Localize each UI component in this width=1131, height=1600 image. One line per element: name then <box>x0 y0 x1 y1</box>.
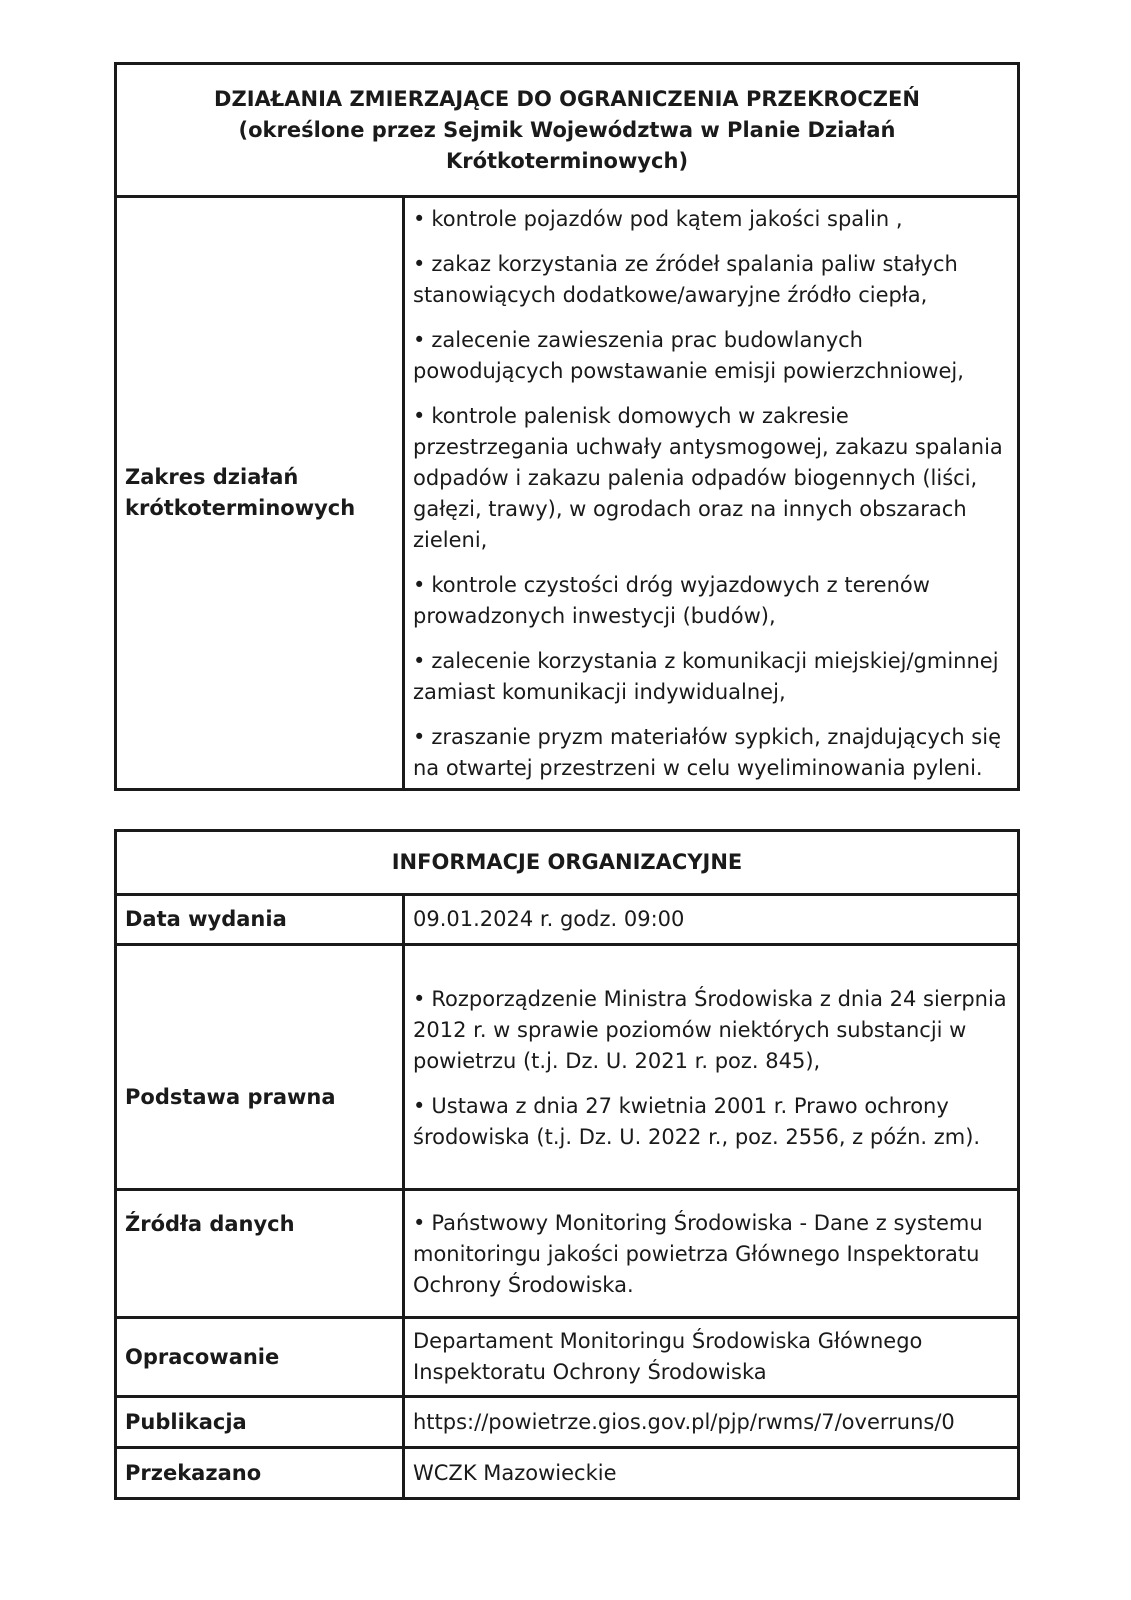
bullet-icon: • <box>413 328 426 352</box>
actions-title-line: Krótkoterminowych) <box>445 148 689 173</box>
podstawa-prawna-item-text: Ustawa z dnia 27 kwietnia 2001 r. Prawo ochrony środowiska (t.j. Dz. U. 2022 r., poz. 2556, z późn. zm). <box>413 1093 981 1149</box>
actions-item <box>413 401 1009 556</box>
actions-title-line: (określone przez Sejmik Województwa w Planie Działań <box>238 117 896 142</box>
info-row-zrodla-danych <box>116 1190 1019 1318</box>
bullet-icon: • <box>413 1211 426 1235</box>
publikacja-link[interactable]: https://powietrze.gios.gov.pl/pjp/rwms/7/overruns/0 <box>404 1397 1019 1448</box>
actions-item-text: kontrole pojazdów pod kątem jakości spalin , <box>431 207 903 231</box>
info-header-row <box>116 831 1019 895</box>
bullet-icon: • <box>413 573 426 597</box>
bullet-icon: • <box>413 207 426 231</box>
actions-title-line: DZIAŁANIA ZMIERZAJĄCE DO OGRANICZENIA PRZEKROCZEŃ <box>214 86 920 111</box>
zrodla-danych-item-text: Państwowy Monitoring Środowiska - Dane z systemu monitoringu jakości powietrza Głównego Inspektoratu Ochrony Środowiska. <box>413 1211 983 1297</box>
actions-item-text: kontrole palenisk domowych w zakresie przestrzegania uchwały antysmogowej, zakazu spalania odpadów i zakazu palenia odpadów biogennych (liści, gałęzi, trawy), w ogrodach oraz na innych obszarach zieleni, <box>413 404 1003 552</box>
actions-item <box>413 722 1009 784</box>
info-row-data-wydania <box>116 895 1019 945</box>
zrodla-danych-list <box>404 1190 1019 1318</box>
opracowanie-value: Departament Monitoringu Środowiska Głównego Inspektoratu Ochrony Środowiska <box>404 1318 1019 1397</box>
podstawa-prawna-label: Podstawa prawna <box>116 945 404 1190</box>
actions-item <box>413 249 1009 311</box>
actions-item-text: zalecenie korzystania z komunikacji miejskiej/gminnej zamiast komunikacji indywidualnej, <box>413 649 999 704</box>
actions-header-row <box>116 64 1019 197</box>
podstawa-prawna-item <box>413 1091 1009 1153</box>
actions-item-text: zraszanie pryzm materiałów sypkich, znajdujących się na otwartej przestrzeni w celu wyeliminowania pyleni. <box>413 725 1001 780</box>
info-title: INFORMACJE ORGANIZACYJNE <box>116 831 1019 895</box>
actions-scope-list <box>404 197 1019 790</box>
zrodla-danych-item <box>413 1208 1009 1301</box>
podstawa-prawna-item-text: Rozporządzenie Ministra Środowiska z dnia 24 sierpnia 2012 r. w sprawie poziomów niektórych substancji w powietrzu (t.j. Dz. U. 2021 r. poz. 845), <box>413 986 1007 1073</box>
bullet-icon: • <box>413 1093 426 1118</box>
bullet-icon: • <box>413 252 426 276</box>
bullet-icon: • <box>413 986 426 1011</box>
bullet-icon: • <box>413 404 426 428</box>
actions-scope-label-line: Zakres działań <box>125 465 299 489</box>
zrodla-danych-label: Źródła danych <box>116 1190 404 1318</box>
actions-scope-label <box>116 197 404 790</box>
actions-item <box>413 646 1009 708</box>
info-row-podstawa-prawna <box>116 945 1019 1190</box>
actions-scope-label-line: krótkoterminowych <box>125 496 356 520</box>
actions-table <box>114 62 1020 791</box>
actions-item-text: kontrole czystości dróg wyjazdowych z terenów prowadzonych inwestycji (budów), <box>413 573 930 628</box>
bullet-icon: • <box>413 649 426 673</box>
publikacja-label: Publikacja <box>116 1397 404 1448</box>
actions-item <box>413 325 1009 387</box>
actions-item <box>413 204 1009 235</box>
actions-item-text: zakaz korzystania ze źródeł spalania paliw stałych stanowiących dodatkowe/awaryjne źródło ciepła, <box>413 252 958 307</box>
opracowanie-label: Opracowanie <box>116 1318 404 1397</box>
info-row-publikacja <box>116 1397 1019 1448</box>
przekazano-label: Przekazano <box>116 1448 404 1499</box>
bullet-icon: • <box>413 725 426 749</box>
info-row-opracowanie <box>116 1318 1019 1397</box>
podstawa-prawna-item <box>413 984 1009 1077</box>
data-wydania-label: Data wydania <box>116 895 404 945</box>
podstawa-prawna-list <box>404 945 1019 1190</box>
info-table <box>114 829 1020 1500</box>
actions-item-text: zalecenie zawieszenia prac budowlanych powodujących powstawanie emisji powierzchniowej, <box>413 328 964 383</box>
data-wydania-value: 09.01.2024 r. godz. 09:00 <box>404 895 1019 945</box>
info-row-przekazano <box>116 1448 1019 1499</box>
actions-scope-row <box>116 197 1019 790</box>
actions-item <box>413 570 1009 632</box>
przekazano-value: WCZK Mazowieckie <box>404 1448 1019 1499</box>
actions-title <box>116 64 1019 197</box>
